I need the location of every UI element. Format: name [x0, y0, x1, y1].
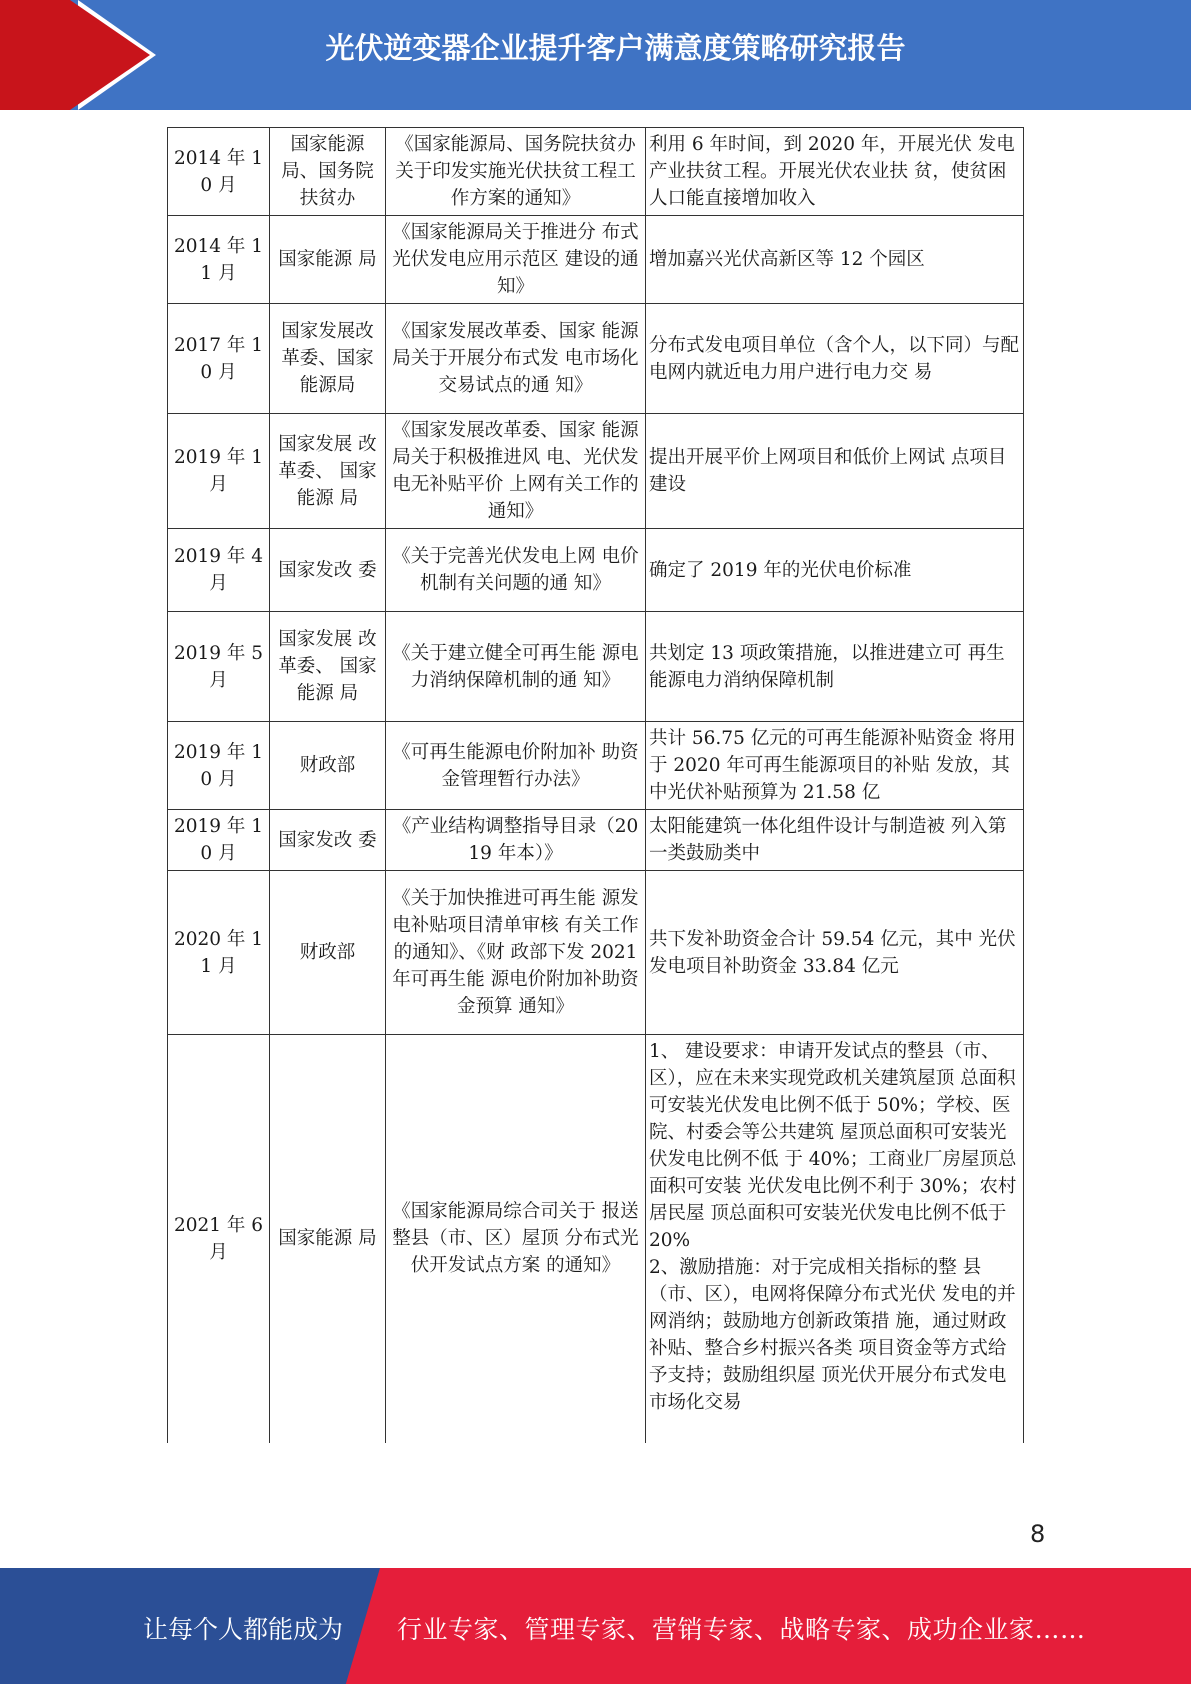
content-cell: 太阳能建筑一体化组件设计与制造被 列入第一类鼓励类中	[646, 810, 1024, 871]
content-cell: 共计 56.75 亿元的可再生能源补贴资金 将用于 2020 年可再生能源项目的补贴 发放，其中光伏补贴预算为 21.58 亿	[646, 722, 1024, 810]
content-paragraph-2: 2、激励措施：对于完成相关指标的整 县（市、区），电网将保障分布式光伏 发电的并网消纳；鼓励地方创新政策措 施，通过财政补贴、整合乡村振兴各类 项目资金等方式给予支持；鼓励组织屋 顶光伏开展分布式发电市场化交易	[649, 1257, 1016, 1413]
date-cell: 2019 年 5 月	[168, 612, 270, 722]
doc-cell: 《国家能源局关于推进分 布式光伏发电应用示范区 建设的通知》	[386, 216, 646, 304]
org-cell: 国家发展 改革委、 国家能源 局	[270, 612, 386, 722]
date-cell: 2021 年 6 月	[168, 1035, 270, 1443]
doc-cell: 《国家能源局、国务院扶贫办关于印发实施光伏扶贫工程工作方案的通知》	[386, 128, 646, 216]
date-cell: 2019 年 10 月	[168, 810, 270, 871]
table-row	[168, 871, 1024, 1035]
report-title: 光伏逆变器企业提升客户满意度策略研究报告	[325, 31, 906, 65]
org-cell: 国家发展改革委、国家能源局	[270, 304, 386, 414]
doc-cell: 《关于加快推进可再生能 源发电补贴项目清单审核 有关工作的通知》、《财 政部下发 2021 年可再生能 源电价附加补助资金预算 通知》	[386, 871, 646, 1035]
policy-table	[167, 127, 1024, 1443]
date-cell: 2014 年 10 月	[168, 128, 270, 216]
doc-cell: 《关于建立健全可再生能 源电力消纳保障机制的通 知》	[386, 612, 646, 722]
table-row	[168, 1035, 1024, 1443]
footer-slogan-right: 行业专家、管理专家、营销专家、战略专家、成功企业家……	[397, 1615, 1086, 1644]
table-row	[168, 304, 1024, 414]
table-row	[168, 529, 1024, 612]
table-row	[168, 414, 1024, 529]
doc-cell: 《国家发展改革委、国家 能源局关于积极推进风 电、光伏发电无补贴平价 上网有关工作的通知》	[386, 414, 646, 529]
date-cell: 2019 年 10 月	[168, 722, 270, 810]
table-row	[168, 722, 1024, 810]
org-cell: 财政部	[270, 722, 386, 810]
doc-cell: 《国家能源局综合司关于 报送整县（市、区）屋顶 分布式光伏开发试点方案 的通知》	[386, 1035, 646, 1443]
org-cell: 国家能源局、国务院扶贫办	[270, 128, 386, 216]
page-header	[0, 0, 1191, 110]
org-cell: 国家发改 委	[270, 810, 386, 871]
footer-slogan-left: 让每个人都能成为	[143, 1615, 344, 1644]
content-cell: 增加嘉兴光伏高新区等 12 个园区	[646, 216, 1024, 304]
table-row	[168, 810, 1024, 871]
content-cell: 利用 6 年时间，到 2020 年，开展光伏 发电产业扶贫工程。开展光伏农业扶 贫，使贫困人口能直接增加收入	[646, 128, 1024, 216]
table-row	[168, 612, 1024, 722]
doc-cell: 《关于完善光伏发电上网 电价机制有关问题的通 知》	[386, 529, 646, 612]
org-cell: 国家发改 委	[270, 529, 386, 612]
doc-cell: 《产业结构调整指导目录（2019 年本）》	[386, 810, 646, 871]
page-footer	[0, 1568, 1191, 1684]
table-row	[168, 216, 1024, 304]
doc-cell: 《可再生能源电价附加补 助资金管理暂行办法》	[386, 722, 646, 810]
date-cell: 2020 年 11 月	[168, 871, 270, 1035]
org-cell: 财政部	[270, 871, 386, 1035]
date-cell: 2019 年 4 月	[168, 529, 270, 612]
content-paragraph-1: 1、 建设要求：申请开发试点的整县（市、 区），应在未来实现党政机关建筑屋顶 总面积可安装光伏发电比例不低于 50%；学校、医院、村委会等公共建筑 屋顶总面积可安装光伏发电比例不低 于 40%；工商业厂房屋顶总面积可安装 光伏发电比例不利于 30%；农村居民屋 顶总面积可安装光伏发电比例不低于 20%	[649, 1041, 1017, 1251]
content-cell: 共下发补助资金合计 59.54 亿元，其中 光伏发电项目补助资金 33.84 亿元	[646, 871, 1024, 1035]
org-cell: 国家发展 改革委、 国家能源 局	[270, 414, 386, 529]
content-cell	[646, 1035, 1024, 1443]
date-cell: 2019 年 1 月	[168, 414, 270, 529]
org-cell: 国家能源 局	[270, 216, 386, 304]
date-cell: 2014 年 11 月	[168, 216, 270, 304]
table-row	[168, 128, 1024, 216]
org-cell: 国家能源 局	[270, 1035, 386, 1443]
date-cell: 2017 年 10 月	[168, 304, 270, 414]
page-number: 8	[1030, 1520, 1046, 1548]
doc-cell: 《国家发展改革委、国家 能源局关于开展分布式发 电市场化交易试点的通 知》	[386, 304, 646, 414]
content-cell: 共划定 13 项政策措施，以推进建立可 再生能源电力消纳保障机制	[646, 612, 1024, 722]
content-cell: 确定了 2019 年的光伏电价标准	[646, 529, 1024, 612]
content-cell: 提出开展平价上网项目和低价上网试 点项目建设	[646, 414, 1024, 529]
content-cell: 分布式发电项目单位（含个人，以下同）与配电网内就近电力用户进行电力交 易	[646, 304, 1024, 414]
